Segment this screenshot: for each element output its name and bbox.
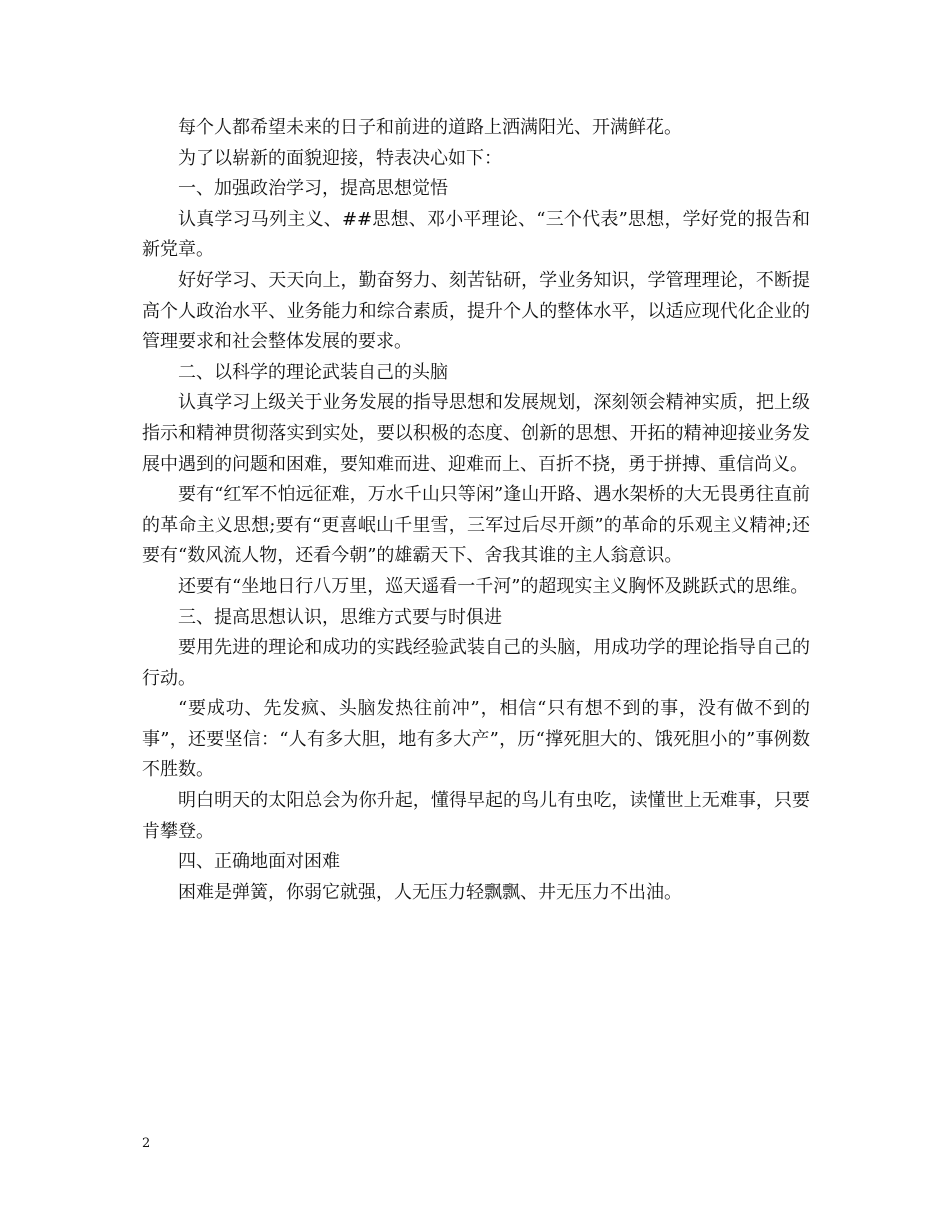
paragraph-guidance: 认真学习上级关于业务发展的指导思想和发展规划，深刻领会精神实质，把上级指示和精神贯彻落实到实处，要以积极的态度、创新的思想、开拓的精神迎接业务发展中遇到的问题和困难，要知难而进、迎难而上、百折不挠，勇于拼搏、重信尚义。 (142, 392, 810, 475)
paragraph-advanced-theory: 要用先进的理论和成功的实践经验武装自己的头脑，用成功学的理论指导自己的行动。 (142, 637, 810, 689)
section-heading-2: 二、以科学的理论武装自己的头脑 (178, 361, 448, 383)
paragraph-study-hard: 好好学习、天天向上，勤奋努力、刻苦钻研，学业务知识，学管理理论，不断提高个人政治水平、业务能力和综合素质，提升个人的整体水平，以适应现代化企业的管理要求和社会整体发展的要求。 (142, 269, 810, 353)
paragraph-revolutionary-spirit: 要有“红军不怕远征难，万水千山只等闲”逢山开路、遇水架桥的大无畏勇往直前的革命主义思想;要有“更喜岷山千里雪，三军过后尽开颜”的革命的乐观主义精神;还要有“数风流人物，还看今朝”的雄霸天下、舍我其谁的主人翁意识。 (142, 484, 810, 567)
document-body (142, 113, 810, 908)
section-heading-1: 一、加强政治学习，提高思想觉悟 (178, 178, 448, 200)
section-heading-4: 四、正确地面对困难 (178, 851, 340, 873)
paragraph-study-theory: 认真学习马列主义、##思想、邓小平理论、“三个代表”思想，学好党的报告和新党章。 (142, 208, 810, 261)
paragraph-difficulty-spring: 困难是弹簧，你弱它就强，人无压力轻飘飘、井无压力不出油。 (178, 881, 682, 903)
paragraph-tomorrow-sun: 明白明天的太阳总会为你升起，懂得早起的鸟儿有虫吃，读懂世上无难事，只要肯攀登。 (142, 790, 810, 842)
page-number: 2 (142, 1136, 151, 1151)
paragraph-intro: 每个人都希望未来的日子和前进的道路上洒满阳光、开满鲜花。 (178, 117, 682, 138)
section-heading-3: 三、提高思想认识，思维方式要与时俱进 (178, 606, 502, 628)
paragraph-success-quotes: “要成功、先发疯、头脑发热往前冲”，相信“只有想不到的事，没有做不到的事”，还要坚信：“人有多大胆，地有多大产”，历“撑死胆大的、饿死胆小的”事例数不胜数。 (142, 698, 810, 781)
paragraph-surreal-thinking: 还要有“坐地日行八万里，巡天遥看一千河”的超现实主义胸怀及跳跃式的思维。 (178, 575, 809, 597)
paragraph-resolution: 为了以崭新的面貌迎接，特表决心如下： (178, 147, 502, 169)
